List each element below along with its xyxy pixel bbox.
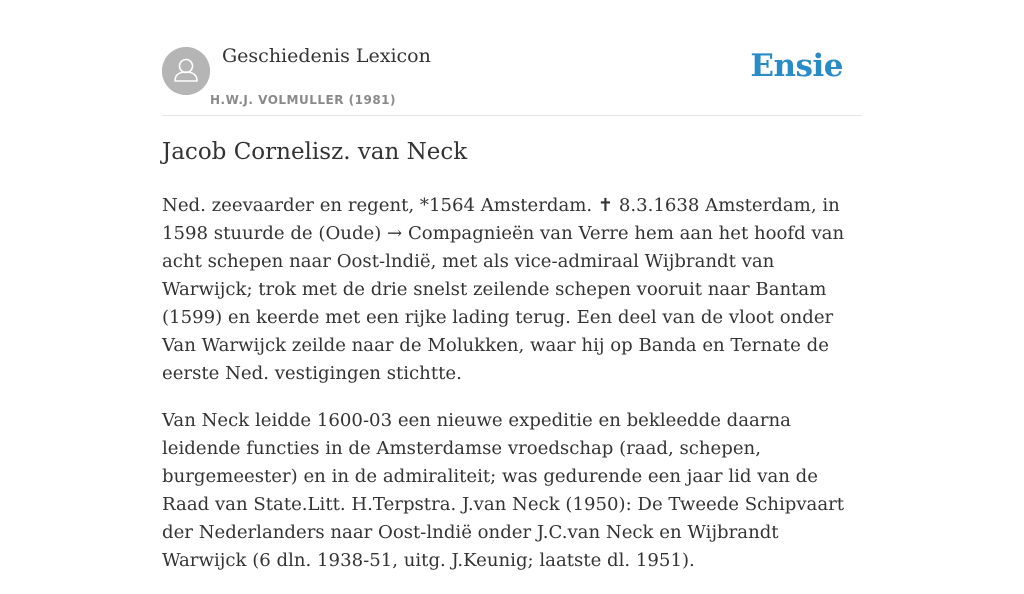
lexicon-title[interactable]: Geschiedenis Lexicon (222, 45, 431, 67)
ensie-logo[interactable]: Ensie (750, 48, 843, 84)
article-paragraph: Van Neck leidde 1600-03 een nieuwe expeditie en bekleedde daarna leidende functies in de Amsterdamse vroedschap (raad, schepen, burgemeester) en in de admiraliteit; was gedurende een jaar lid van de Raad van State.Litt. H.Terpstra. J.van Neck (1950): De Tweede Schipvaart der Nederlanders naar Oost-lndië onder J.C.van Neck en Wijbrandt Warwijck (6 dln. 1938-51, uitg. J.Keunig; laatste dl. 1951). (162, 410, 845, 571)
article-body (162, 192, 867, 594)
article-paragraph: Ned. zeevaarder en regent, *1564 Amsterdam. ✝ 8.3.1638 Amsterdam, in 1598 stuurde de (Oude) → Compagnieën van Verre hem aan het hoofd van acht schepen naar Oost-lndië, met als vice-admiraal Wijbrandt van Warwijck; trok met de drie snelst zeilende schepen vooruit naar Bantam (1599) en keerde met een rijke lading terug. Een deel van de vloot onder Van Warwijck zeilde naar de Molukken, waar hij op Banda en Ternate de eerste Ned. vestigingen stichtte. (162, 195, 845, 384)
user-avatar-icon[interactable] (162, 47, 210, 95)
article-title: Jacob Cornelisz. van Neck (162, 139, 468, 165)
article-header (162, 0, 862, 116)
content-container (162, 0, 862, 571)
author-credit[interactable]: H.W.J. VOLMULLER (1981) (210, 93, 397, 107)
